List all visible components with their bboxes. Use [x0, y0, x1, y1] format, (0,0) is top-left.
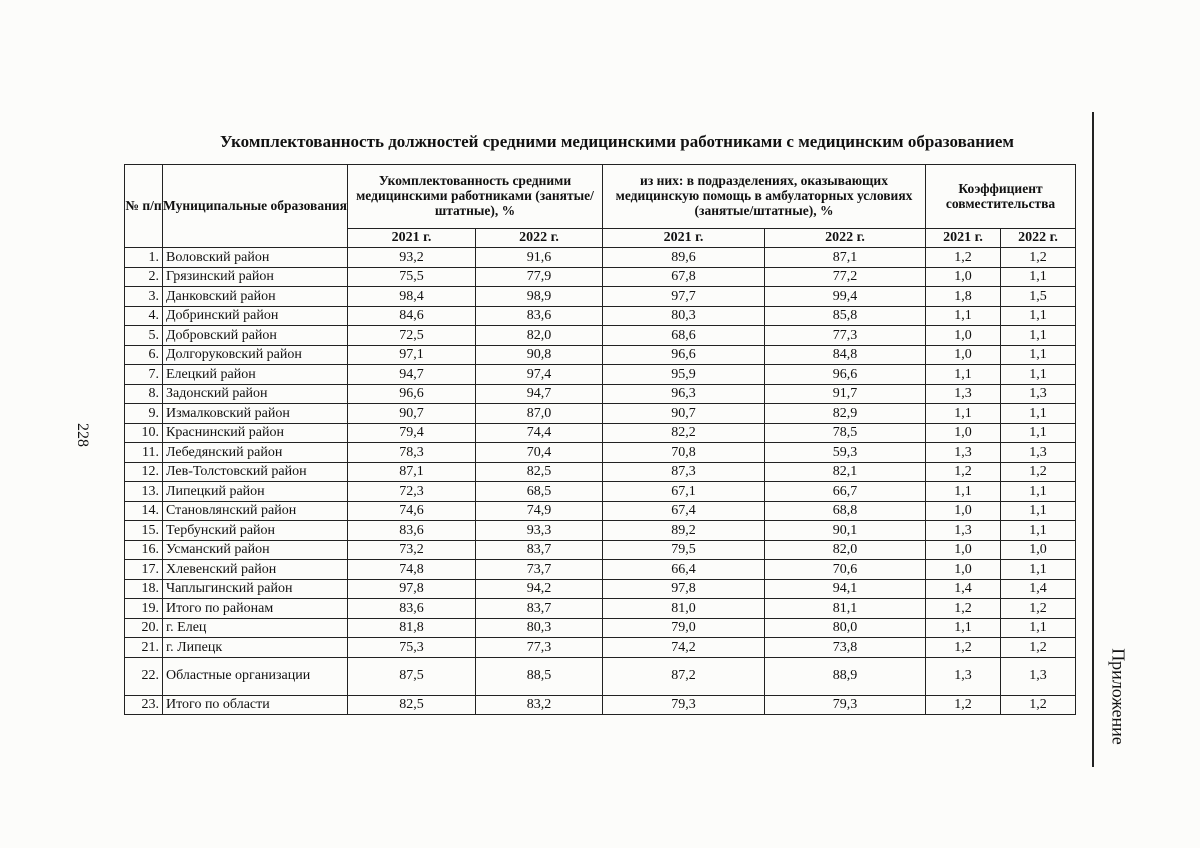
- value-cell: 67,8: [603, 267, 765, 287]
- value-cell: 1,1: [1001, 501, 1076, 521]
- value-cell: 89,6: [603, 248, 765, 268]
- value-cell: 1,5: [1001, 287, 1076, 307]
- value-cell: 98,9: [476, 287, 603, 307]
- margin-rule: [1092, 112, 1094, 767]
- value-cell: 94,7: [348, 365, 476, 385]
- municipality-name: Лебедянский район: [163, 443, 348, 463]
- value-cell: 1,1: [1001, 521, 1076, 541]
- value-cell: 84,6: [348, 306, 476, 326]
- value-cell: 1,2: [1001, 638, 1076, 658]
- header-coefficient: Коэффициент совместительства: [926, 165, 1076, 229]
- value-cell: 82,5: [476, 462, 603, 482]
- value-cell: 1,0: [926, 423, 1001, 443]
- table-row: [125, 482, 1076, 502]
- municipality-name: Тербунский район: [163, 521, 348, 541]
- row-number: 17.: [125, 560, 163, 580]
- appendix-label: Приложение: [1108, 648, 1129, 745]
- value-cell: 83,7: [476, 540, 603, 560]
- value-cell: 83,2: [476, 695, 603, 715]
- municipality-name: Добринский район: [163, 306, 348, 326]
- page-title: Укомплектованность должностей средними медицинскими работниками с медицинским образованием: [220, 132, 1014, 151]
- municipality-name: Краснинский район: [163, 423, 348, 443]
- value-cell: 79,3: [603, 695, 765, 715]
- value-cell: 79,5: [603, 540, 765, 560]
- row-number: 9.: [125, 404, 163, 424]
- value-cell: 87,1: [348, 462, 476, 482]
- value-cell: 1,0: [926, 560, 1001, 580]
- value-cell: 1,0: [926, 345, 1001, 365]
- municipality-name: Елецкий район: [163, 365, 348, 385]
- value-cell: 83,6: [348, 521, 476, 541]
- table-row: [125, 579, 1076, 599]
- municipality-name: Грязинский район: [163, 267, 348, 287]
- value-cell: 77,9: [476, 267, 603, 287]
- value-cell: 72,3: [348, 482, 476, 502]
- municipality-name: Итого по области: [163, 695, 348, 715]
- value-cell: 1,3: [926, 657, 1001, 695]
- row-number: 2.: [125, 267, 163, 287]
- value-cell: 80,3: [603, 306, 765, 326]
- value-cell: 74,8: [348, 560, 476, 580]
- value-cell: 87,1: [765, 248, 926, 268]
- row-number: 19.: [125, 599, 163, 619]
- municipality-name: Липецкий район: [163, 482, 348, 502]
- value-cell: 1,1: [1001, 560, 1076, 580]
- value-cell: 1,4: [1001, 579, 1076, 599]
- table-row: [125, 443, 1076, 463]
- value-cell: 1,1: [1001, 345, 1076, 365]
- municipality-name: Долгоруковский район: [163, 345, 348, 365]
- value-cell: 98,4: [348, 287, 476, 307]
- value-cell: 1,0: [926, 326, 1001, 346]
- value-cell: 67,1: [603, 482, 765, 502]
- value-cell: 1,2: [926, 638, 1001, 658]
- municipality-name: Задонский район: [163, 384, 348, 404]
- row-number: 20.: [125, 618, 163, 638]
- value-cell: 83,6: [476, 306, 603, 326]
- page-number: 228: [74, 423, 91, 447]
- value-cell: 87,3: [603, 462, 765, 482]
- value-cell: 1,1: [1001, 306, 1076, 326]
- value-cell: 80,3: [476, 618, 603, 638]
- row-number: 14.: [125, 501, 163, 521]
- value-cell: 1,2: [1001, 462, 1076, 482]
- row-number: 1.: [125, 248, 163, 268]
- table-row: [125, 695, 1076, 715]
- value-cell: 1,2: [926, 695, 1001, 715]
- header-year: 2022 г.: [1001, 229, 1076, 248]
- value-cell: 75,3: [348, 638, 476, 658]
- table-row: [125, 462, 1076, 482]
- row-number: 8.: [125, 384, 163, 404]
- value-cell: 1,1: [1001, 482, 1076, 502]
- value-cell: 1,2: [1001, 248, 1076, 268]
- header-number: № п/п: [125, 165, 163, 248]
- value-cell: 90,7: [603, 404, 765, 424]
- value-cell: 1,3: [1001, 443, 1076, 463]
- value-cell: 1,1: [926, 482, 1001, 502]
- value-cell: 1,2: [1001, 695, 1076, 715]
- municipality-name: Измалковский район: [163, 404, 348, 424]
- table-row: [125, 560, 1076, 580]
- value-cell: 1,1: [1001, 267, 1076, 287]
- value-cell: 83,7: [476, 599, 603, 619]
- value-cell: 82,9: [765, 404, 926, 424]
- value-cell: 75,5: [348, 267, 476, 287]
- row-number: 11.: [125, 443, 163, 463]
- value-cell: 1,1: [926, 306, 1001, 326]
- value-cell: 87,5: [348, 657, 476, 695]
- value-cell: 1,1: [926, 404, 1001, 424]
- header-year: 2022 г.: [476, 229, 603, 248]
- value-cell: 81,1: [765, 599, 926, 619]
- value-cell: 93,2: [348, 248, 476, 268]
- value-cell: 81,8: [348, 618, 476, 638]
- value-cell: 90,7: [348, 404, 476, 424]
- row-number: 6.: [125, 345, 163, 365]
- municipality-name: Чаплыгинский район: [163, 579, 348, 599]
- row-number: 15.: [125, 521, 163, 541]
- value-cell: 1,2: [926, 462, 1001, 482]
- row-number: 18.: [125, 579, 163, 599]
- value-cell: 81,0: [603, 599, 765, 619]
- row-number: 4.: [125, 306, 163, 326]
- value-cell: 67,4: [603, 501, 765, 521]
- value-cell: 1,1: [1001, 365, 1076, 385]
- table-row: [125, 365, 1076, 385]
- table-row: [125, 423, 1076, 443]
- value-cell: 70,6: [765, 560, 926, 580]
- table-row: [125, 540, 1076, 560]
- value-cell: 82,1: [765, 462, 926, 482]
- value-cell: 78,5: [765, 423, 926, 443]
- value-cell: 1,0: [926, 267, 1001, 287]
- value-cell: 97,7: [603, 287, 765, 307]
- value-cell: 1,3: [1001, 657, 1076, 695]
- municipality-name: Лев-Толстовский район: [163, 462, 348, 482]
- value-cell: 87,2: [603, 657, 765, 695]
- row-number: 16.: [125, 540, 163, 560]
- value-cell: 88,5: [476, 657, 603, 695]
- value-cell: 1,1: [926, 365, 1001, 385]
- value-cell: 77,3: [476, 638, 603, 658]
- value-cell: 99,4: [765, 287, 926, 307]
- value-cell: 74,6: [348, 501, 476, 521]
- value-cell: 74,4: [476, 423, 603, 443]
- row-number: 13.: [125, 482, 163, 502]
- table-row: [125, 267, 1076, 287]
- table-row: [125, 521, 1076, 541]
- value-cell: 68,8: [765, 501, 926, 521]
- value-cell: 94,1: [765, 579, 926, 599]
- header-year: 2021 г.: [348, 229, 476, 248]
- value-cell: 91,6: [476, 248, 603, 268]
- value-cell: 1,2: [926, 248, 1001, 268]
- value-cell: 74,9: [476, 501, 603, 521]
- value-cell: 77,2: [765, 267, 926, 287]
- municipality-name: г. Липецк: [163, 638, 348, 658]
- row-number: 10.: [125, 423, 163, 443]
- header-municipality: Муниципальные образования: [163, 165, 348, 248]
- value-cell: 79,0: [603, 618, 765, 638]
- value-cell: 66,4: [603, 560, 765, 580]
- value-cell: 1,0: [926, 501, 1001, 521]
- municipality-name: Усманский район: [163, 540, 348, 560]
- value-cell: 1,1: [1001, 404, 1076, 424]
- table-row: [125, 248, 1076, 268]
- value-cell: 82,0: [765, 540, 926, 560]
- value-cell: 78,3: [348, 443, 476, 463]
- header-ambulatory: из них: в подразделениях, оказывающих медицинскую помощь в амбулаторных условиях (занятые/штатные), %: [603, 165, 926, 229]
- value-cell: 1,2: [1001, 599, 1076, 619]
- value-cell: 82,0: [476, 326, 603, 346]
- value-cell: 96,6: [348, 384, 476, 404]
- value-cell: 68,5: [476, 482, 603, 502]
- value-cell: 68,6: [603, 326, 765, 346]
- value-cell: 90,8: [476, 345, 603, 365]
- value-cell: 82,5: [348, 695, 476, 715]
- row-number: 7.: [125, 365, 163, 385]
- value-cell: 72,5: [348, 326, 476, 346]
- table-row: [125, 638, 1076, 658]
- header-year: 2021 г.: [926, 229, 1001, 248]
- value-cell: 70,4: [476, 443, 603, 463]
- value-cell: 1,3: [926, 521, 1001, 541]
- table-row: [125, 287, 1076, 307]
- header-year: 2021 г.: [603, 229, 765, 248]
- row-number: 3.: [125, 287, 163, 307]
- value-cell: 91,7: [765, 384, 926, 404]
- value-cell: 95,9: [603, 365, 765, 385]
- value-cell: 96,3: [603, 384, 765, 404]
- value-cell: 96,6: [603, 345, 765, 365]
- table-row: [125, 404, 1076, 424]
- municipality-name: Добровский район: [163, 326, 348, 346]
- value-cell: 96,6: [765, 365, 926, 385]
- value-cell: 74,2: [603, 638, 765, 658]
- municipality-name: Данковский район: [163, 287, 348, 307]
- value-cell: 1,8: [926, 287, 1001, 307]
- value-cell: 90,1: [765, 521, 926, 541]
- municipality-name: Итого по районам: [163, 599, 348, 619]
- table-row: [125, 618, 1076, 638]
- value-cell: 73,8: [765, 638, 926, 658]
- row-number: 22.: [125, 657, 163, 695]
- value-cell: 79,3: [765, 695, 926, 715]
- value-cell: 83,6: [348, 599, 476, 619]
- value-cell: 85,8: [765, 306, 926, 326]
- value-cell: 70,8: [603, 443, 765, 463]
- staffing-table: [124, 164, 1076, 715]
- table-row: [125, 501, 1076, 521]
- value-cell: 84,8: [765, 345, 926, 365]
- municipality-name: г. Елец: [163, 618, 348, 638]
- value-cell: 1,1: [1001, 326, 1076, 346]
- value-cell: 1,3: [926, 384, 1001, 404]
- value-cell: 97,8: [348, 579, 476, 599]
- value-cell: 97,1: [348, 345, 476, 365]
- value-cell: 1,3: [1001, 384, 1076, 404]
- value-cell: 1,3: [926, 443, 1001, 463]
- municipality-name: Областные организации: [163, 657, 348, 695]
- value-cell: 79,4: [348, 423, 476, 443]
- value-cell: 87,0: [476, 404, 603, 424]
- value-cell: 94,2: [476, 579, 603, 599]
- table-row: [125, 657, 1076, 695]
- value-cell: 1,2: [926, 599, 1001, 619]
- value-cell: 1,1: [1001, 618, 1076, 638]
- value-cell: 59,3: [765, 443, 926, 463]
- table-body: [125, 248, 1076, 715]
- value-cell: 80,0: [765, 618, 926, 638]
- table-row: [125, 384, 1076, 404]
- municipality-name: Хлевенский район: [163, 560, 348, 580]
- value-cell: 97,8: [603, 579, 765, 599]
- table-row: [125, 599, 1076, 619]
- value-cell: 66,7: [765, 482, 926, 502]
- row-number: 21.: [125, 638, 163, 658]
- municipality-name: Воловский район: [163, 248, 348, 268]
- row-number: 12.: [125, 462, 163, 482]
- row-number: 5.: [125, 326, 163, 346]
- value-cell: 1,4: [926, 579, 1001, 599]
- header-staffing: Укомплектованность средними медицинскими работниками (занятые/штатные), %: [348, 165, 603, 229]
- value-cell: 94,7: [476, 384, 603, 404]
- value-cell: 1,1: [1001, 423, 1076, 443]
- table-row: [125, 326, 1076, 346]
- value-cell: 89,2: [603, 521, 765, 541]
- header-year: 2022 г.: [765, 229, 926, 248]
- value-cell: 88,9: [765, 657, 926, 695]
- table-row: [125, 306, 1076, 326]
- value-cell: 73,2: [348, 540, 476, 560]
- row-number: 23.: [125, 695, 163, 715]
- table-row: [125, 345, 1076, 365]
- value-cell: 97,4: [476, 365, 603, 385]
- municipality-name: Становлянский район: [163, 501, 348, 521]
- value-cell: 93,3: [476, 521, 603, 541]
- value-cell: 82,2: [603, 423, 765, 443]
- value-cell: 1,1: [926, 618, 1001, 638]
- value-cell: 77,3: [765, 326, 926, 346]
- value-cell: 73,7: [476, 560, 603, 580]
- value-cell: 1,0: [1001, 540, 1076, 560]
- value-cell: 1,0: [926, 540, 1001, 560]
